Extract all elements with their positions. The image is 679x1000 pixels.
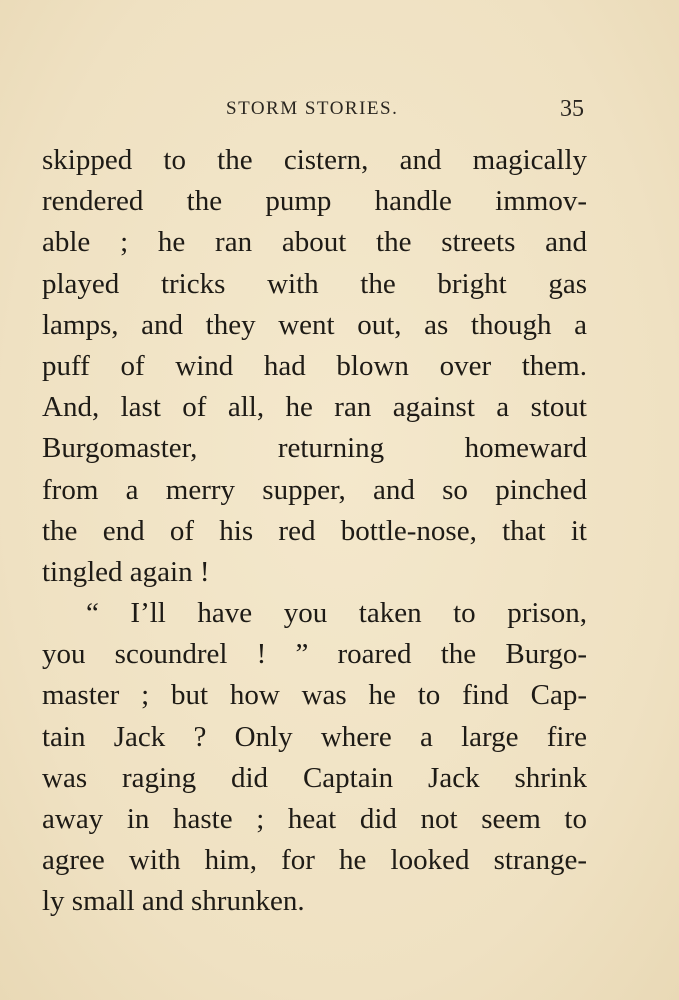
text-line: you scoundrel ! ” roared the Burgo- <box>42 638 587 671</box>
text-line: played tricks with the bright gas <box>42 267 587 300</box>
body-text <box>42 140 587 923</box>
text-line: from a merry supper, and so pinched <box>42 473 587 506</box>
text-line: Burgomaster, returning homeward <box>42 432 587 465</box>
text-line: agree with him, for he looked strange- <box>42 844 587 877</box>
text-line: master ; but how was he to find Cap- <box>42 679 587 712</box>
text-line: lamps, and they went out, as though a <box>42 308 587 341</box>
text-line: puff of wind had blown over them. <box>42 349 587 382</box>
text-line: the end of his red bottle-nose, that it <box>42 514 587 547</box>
page-number: 35 <box>560 96 584 122</box>
running-header <box>0 94 679 124</box>
text-line: And, last of all, he ran against a stout <box>42 391 587 424</box>
text-line: ly small and shrunken. <box>42 885 305 918</box>
running-title: STORM STORIES. <box>226 98 399 119</box>
text-line: able ; he ran about the streets and <box>42 226 587 259</box>
text-line: rendered the pump handle immov- <box>42 185 587 218</box>
text-line: tingled again ! <box>42 555 210 588</box>
text-line: “ I’ll have you taken to prison, <box>86 597 587 630</box>
text-line: skipped to the cistern, and magically <box>42 144 587 176</box>
text-line: tain Jack ? Only where a large fire <box>42 720 587 753</box>
text-line: was raging did Captain Jack shrink <box>42 761 587 794</box>
text-line: away in haste ; heat did not seem to <box>42 803 587 835</box>
